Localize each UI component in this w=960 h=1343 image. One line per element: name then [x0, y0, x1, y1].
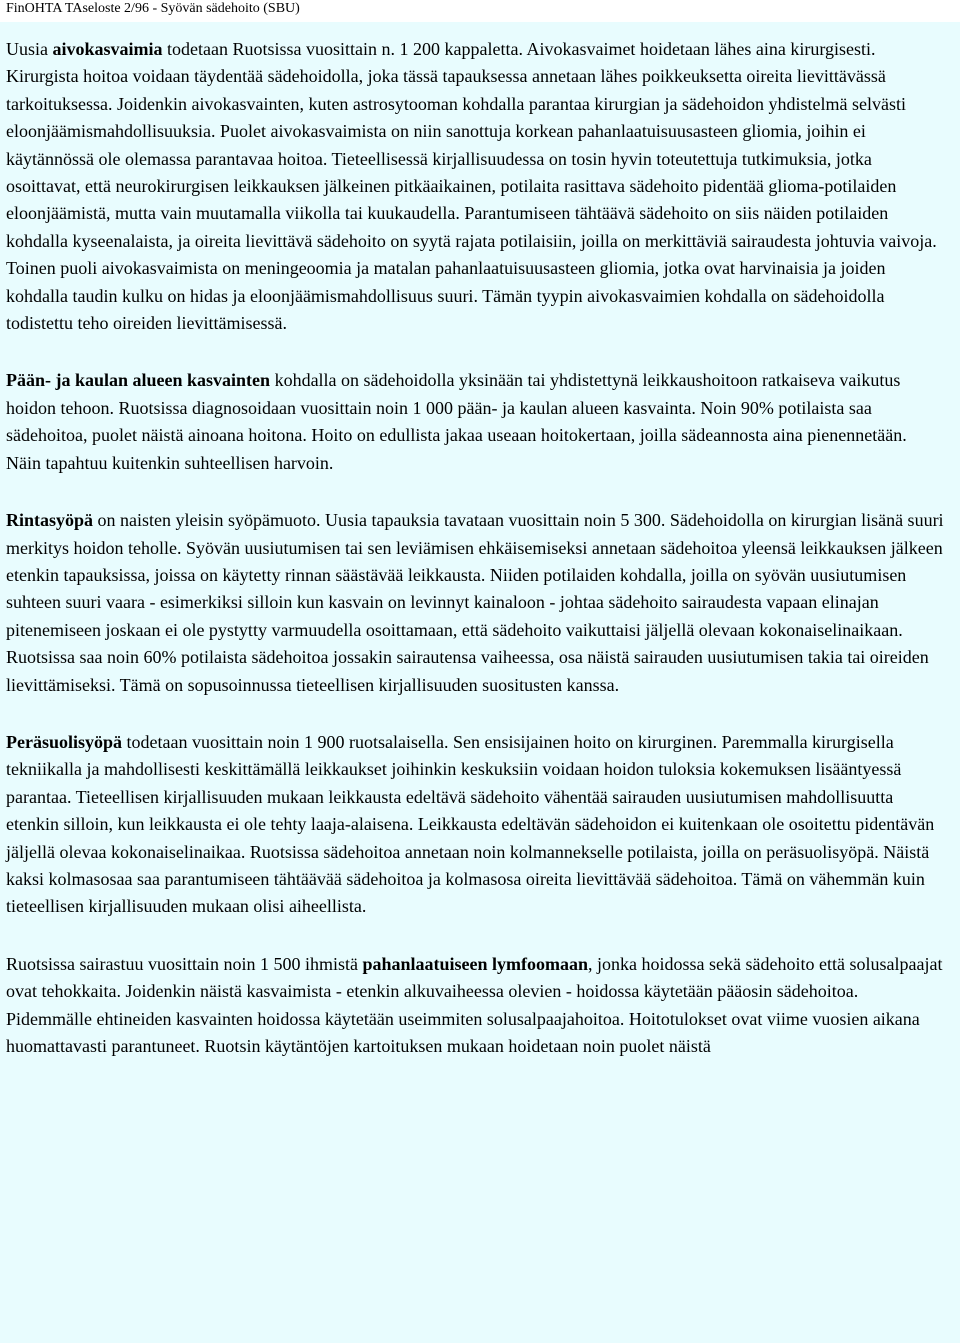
paragraph-text: todetaan vuosittain noin 1 900 ruotsalaisella. Sen ensisijainen hoito on kirurginen. Paremmalla kirurgisella tekniikalla ja mahdollisesti keskittämällä leikkaukset joihinkin keskuksiin voidaan hoidon tuloksia kokemuksen lisääntyessä parantaa. Tieteellisen kirjallisuuden mukaan leikkausta edeltävä sädehoito vähentää sairauden uusiutumisen mahdollisuutta etenkin silloin, kun leikkausta ei ole tehty laaja-alaisena. Leikkausta edeltävän sädehoidon ei kuitenkaan ole osoitettu pidentävän jäljellä olevaa kokonaiselinaikaa. Ruotsissa sädehoitoa annetaan noin kolmannekselle potilaista, joilla on peräsuolisyöpä. Näistä kaksi kolmasosaa saa parantumiseen tähtäävää sädehoitoa ja kolmasosa oireita lievittävää sädehoitoa. Tämä on vähemmän kuin tieteellisen kirjallisuuden mukaan olisi aiheellista. [6, 731, 935, 917]
paragraph-keyword: aivokasvaimia [52, 39, 163, 59]
paragraph-keyword: Peräsuolisyöpä [6, 731, 123, 752]
paragraph-brain-tumors [6, 36, 946, 337]
paragraph-keyword: Rintasyöpä [6, 510, 94, 531]
paragraph-text: Uusia [6, 39, 53, 59]
paragraph-keyword: Pään- ja kaulan alueen kasvainten [6, 370, 271, 391]
paragraph-lymphoma [6, 951, 946, 1061]
paragraph-text: Ruotsissa sairastuu vuosittain noin 1 500 ihmistä [6, 953, 363, 974]
paragraph-text: todetaan Ruotsissa vuosittain n. 1 200 kappaletta. Aivokasvaimet hoidetaan lähes aina kirurgisesti. Kirurgista hoitoa voidaan täydentää sädehoidolla, joka tässä tapauksessa annetaan lähes poikkeuksetta oireita lievittävässä tarkoituksessa. Joidenkin aivokasvainten, kuten astrosytooman kohdalla parantaa kirurgian ja sädehoidon yhdistelmä selvästi eloonjäämismahdollisuuksia. Puolet aivokasvaimista on niin sanottuja korkean pahanlaatuisuusasteen gliomia, joihin ei käytännössä ole olemassa parantavaa hoitoa. Tieteellisessä kirjallisuudessa on tosin hyvin toteutettuja tutkimuksia, jotka osoittavat, että neurokirurgisen leikkauksen jälkeinen pitkäaikainen, potilaita rasittava sädehoito pidentää glioma-potilaiden eloonjäämistä, mutta vain muutamalla viikolla tai kuukaudella. Parantumiseen tähtäävä sädehoito on siis näiden potilaiden kohdalla kyseenalaista, ja oireita lievittävä sädehoito on syytä rajata potilaisiin, joilla on merkittäviä sairaudesta johtuvia vaivoja. Toinen puoli aivokasvaimista on meningeoomia ja matalan pahanlaatuisuusasteen gliomia, jotka ovat harvinaisia ja joiden kohdalla taudin kulku on hidas ja eloonjäämismahdollisuus suuri. Tämän tyypin aivokasvaimien kohdalla on sädehoidolla todistettu teho oireiden lievittämisessä. [6, 39, 937, 334]
document-body [0, 22, 960, 1343]
paragraph-keyword: pahanlaatuiseen lymfoomaan [362, 953, 589, 974]
paragraph-text: on naisten yleisin syöpämuoto. Uusia tapauksia tavataan vuosittain noin 5 300. Sädehoidolla on kirurgian lisänä suuri merkitys hoidon teholle. Syövän uusiutumisen tai sen leviämisen ehkäisemiseksi annetaan sädehoitoa yleensä leikkauksen jälkeen etenkin tapauksissa, joissa on käytetty rinnan säästävää leikkausta. Niiden potilaiden kohdalla, joilla on syövän uusiutumisen suhteen suuri vaara - esimerkiksi silloin kun kasvain on levinnyt kainaloon - johtaa sädehoito sairaudesta vapaan elinajan pitenemiseen joskaan ei ole pystytty varmuudella osoittamaan, että sädehoito vaikuttaisi jäljellä olevaan kokonaiselinaikaan. Ruotsissa saa noin 60% potilaista sädehoitoa jossakin sairautensa vaiheessa, osa näistä sairauden uusiutumisen takia tai oireiden lievittämiseksi. Tämä on sopusoinnussa tieteellisen kirjallisuuden suositusten kanssa. [6, 510, 944, 695]
paragraph-text: kohdalla on sädehoidolla yksinään tai yhdistettynä leikkaushoitoon ratkaiseva vaikutus hoidon tehoon. Ruotsissa diagnosoidaan vuosittain noin 1 000 pään- ja kaulan alueen kasvainta. Noin 90% potilaista saa sädehoitoa, puolet näistä ainoana hoitona. Hoito on edullista jakaa useaan hoitokertaan, joilla sädeannosta aina pienennetään. Näin tapahtuu kuitenkin suhteellisen harvoin. [6, 370, 907, 473]
paragraph-rectal-cancer [6, 729, 946, 921]
paragraph-breast-cancer [6, 507, 946, 699]
paragraph-text: , jonka hoidossa sekä sädehoito että solusalpaajat ovat tehokkaita. Joidenkin näistä kasvaimista - etenkin alkuvaiheessa olevien - hoidossa käytetään pääosin sädehoitoa. Pidemmälle ehtineiden kasvainten hoidossa käytetään useimmiten solusalpaajahoitoa. Hoitotulokset ovat viime vuosien aikana huomattavasti parantuneet. Ruotsin käytäntöjen kartoituksen mukaan hoidetaan noin puolet näistä [6, 953, 943, 1056]
header-title: FinOHTA TAseloste 2/96 - Syövän sädehoito (SBU) [6, 1, 300, 16]
paragraph-head-neck [6, 367, 946, 477]
page-header [0, 0, 960, 22]
